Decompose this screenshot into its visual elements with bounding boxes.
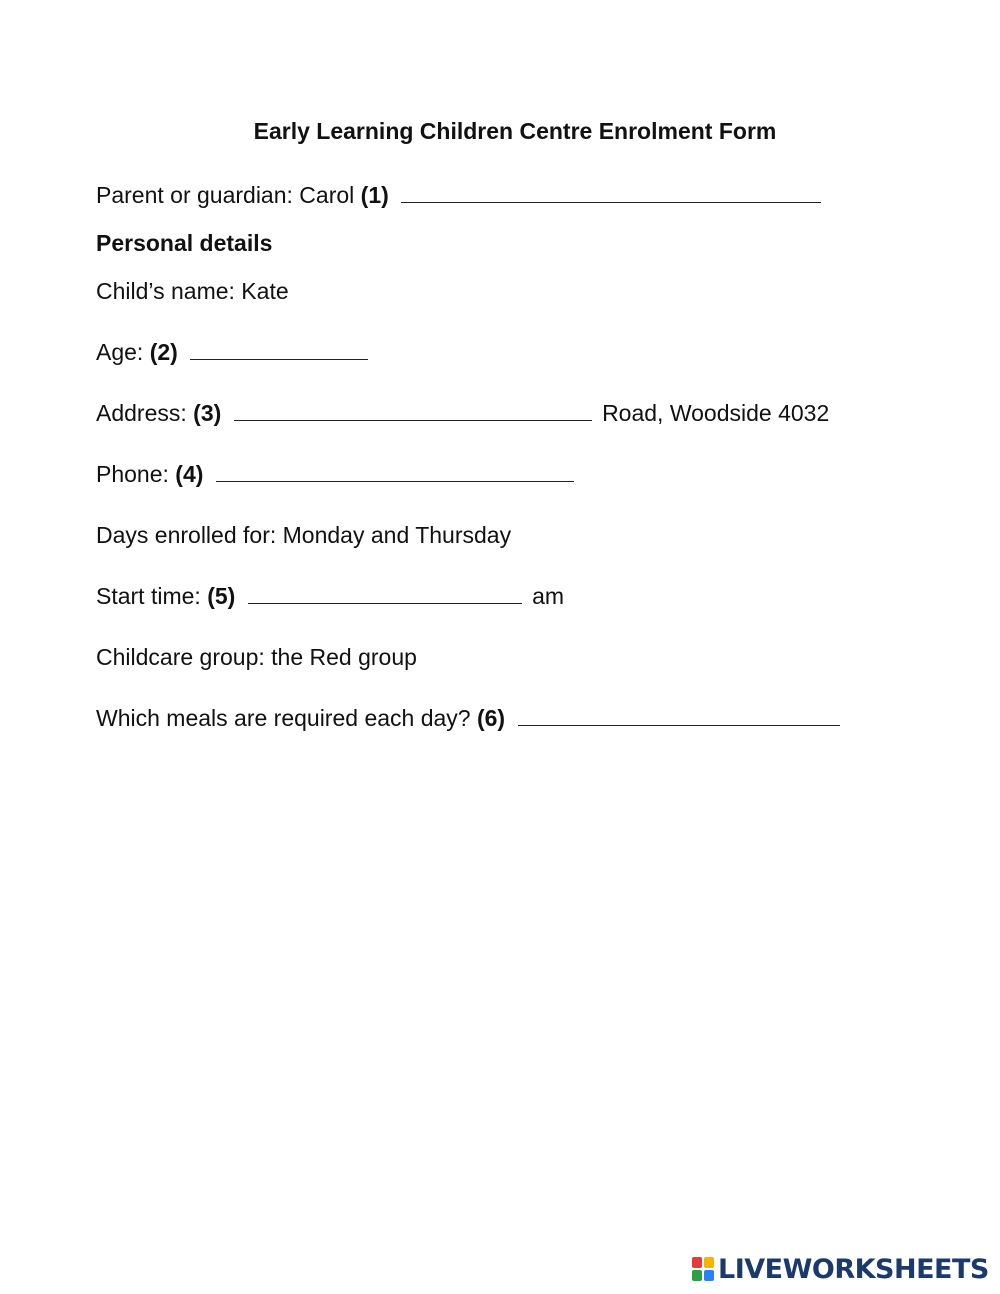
meals-label: Which meals are required each day? [96, 705, 471, 731]
phone-label: Phone: [96, 461, 169, 487]
start-time-label: Start time: [96, 583, 201, 609]
address-line [96, 398, 829, 428]
days-line: Days enrolled for: Monday and Thursday [96, 522, 512, 548]
meals-line [96, 703, 844, 733]
age-line [96, 337, 372, 367]
question-number-2: (2) [149, 339, 178, 365]
start-time-line [96, 581, 564, 611]
child-name-line: Child’s name: Kate [96, 278, 289, 304]
address-suffix: Road, Woodside 4032 [602, 400, 830, 426]
liveworksheets-logo-icon [692, 1257, 714, 1281]
group-line: Childcare group: the Red group [96, 644, 417, 670]
question-number-6: (6) [476, 705, 506, 731]
answer-blank-6[interactable] [518, 705, 840, 726]
answer-blank-2[interactable] [190, 339, 368, 360]
brand-name: LIVEWORKSHEETS [718, 1253, 989, 1285]
question-number-4: (4) [175, 461, 204, 487]
answer-blank-5[interactable] [248, 583, 522, 604]
answer-blank-3[interactable] [234, 400, 592, 421]
parent-line [96, 180, 825, 210]
age-label: Age: [96, 339, 144, 365]
phone-line [96, 459, 578, 489]
question-number-5: (5) [207, 583, 236, 609]
liveworksheets-brand[interactable] [692, 1254, 989, 1284]
address-label: Address: [96, 400, 187, 426]
form-title: Early Learning Children Centre Enrolment Form [253, 118, 777, 144]
section-heading: Personal details [96, 230, 273, 256]
question-number-3: (3) [193, 400, 222, 426]
start-time-suffix: am [532, 583, 565, 609]
question-number-1: (1) [360, 182, 389, 208]
answer-blank-1[interactable] [401, 182, 821, 203]
answer-blank-4[interactable] [216, 461, 574, 482]
parent-label: Parent or guardian: Carol [96, 182, 355, 208]
